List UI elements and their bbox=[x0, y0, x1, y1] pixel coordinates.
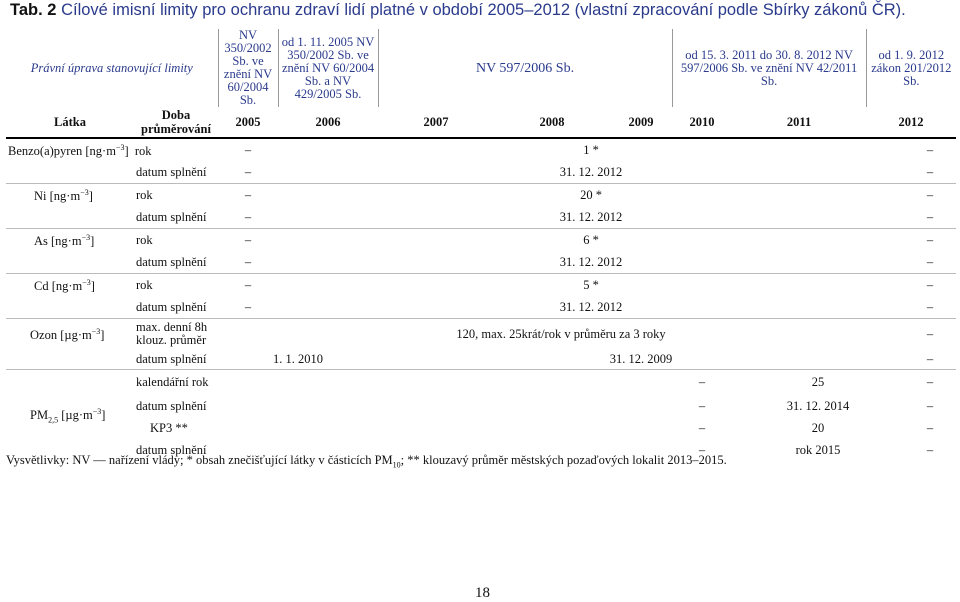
period-calendar-year: kalendářní rok bbox=[134, 370, 218, 396]
deadline-value: 31. 12. 2014 bbox=[786, 399, 850, 413]
deadline-value: 31. 12. 2012 bbox=[559, 254, 623, 269]
year-2006: 2006 bbox=[278, 107, 378, 138]
table-row: datum splnění – 31. 12. 2014 – bbox=[6, 396, 956, 418]
year-2011: 2011 bbox=[732, 107, 866, 138]
limit-value: 20 bbox=[811, 421, 825, 435]
period-kp3: KP3 ** bbox=[150, 421, 188, 435]
year-2010: 2010 bbox=[672, 107, 732, 138]
substance-ozon: Ozon $[\mu g\cdot m^{-3}]$ bbox=[6, 319, 134, 350]
period-deadline: datum splnění bbox=[136, 399, 207, 413]
table-row: datum splnění – 31. 12. 2012 – bbox=[6, 251, 956, 274]
deadline-value-b: 31. 12. 2009 bbox=[609, 351, 673, 366]
header-col-nv350: NV 350/2002 Sb. ve znění NV 60/2004 Sb. bbox=[218, 29, 278, 107]
period-deadline: datum splnění bbox=[136, 351, 207, 366]
header-substance: Látka bbox=[6, 107, 134, 138]
limit-value: 120, max. 25krát/rok v průměru za 3 roky bbox=[218, 319, 904, 350]
table-row: $PM_{2,5}$ $[\mu g\cdot m^{-3}]$ kalendářní rok – 25 – bbox=[6, 370, 956, 396]
table-row: datum splnění 1. 1. 2010 31. 12. 2009 – bbox=[6, 349, 956, 370]
limit-value: 25 bbox=[732, 370, 904, 396]
period-deadline: datum splnění bbox=[136, 209, 207, 224]
limit-value: 1 * bbox=[278, 138, 904, 161]
substance-cd: Cd $[ng\cdot m^{-3}]$ bbox=[6, 274, 134, 297]
table-row: datum splnění – 31. 12. 2012 – bbox=[6, 206, 956, 229]
period-deadline: datum splnění bbox=[136, 443, 207, 457]
year-2007: 2007 bbox=[378, 107, 494, 138]
substance-as: As $[ng\cdot m^{-3}]$ bbox=[6, 229, 134, 252]
substance-ni: Ni $[ng\cdot m^{-3}]$ bbox=[6, 184, 134, 207]
period-deadline: datum splnění bbox=[136, 299, 207, 314]
period-year: rok bbox=[134, 229, 218, 252]
table-title: Cílové imisní limity pro ochranu zdraví lidí platné v období 2005–2012 (vlastní zpracování podle Sbírky zákonů ČR). bbox=[61, 1, 906, 19]
limit-value: 5 * bbox=[278, 274, 904, 297]
header-row-years bbox=[6, 107, 956, 138]
page-number: 18 bbox=[475, 585, 490, 601]
deadline-value-a: 1. 1. 2010 bbox=[273, 351, 324, 366]
limit-value: 6 * bbox=[278, 229, 904, 252]
table-label: Tab. 2 bbox=[10, 1, 57, 19]
period-deadline: datum splnění bbox=[136, 164, 207, 179]
header-col-nv350-429: od 1. 11. 2005 NV 350/2002 Sb. ve znění NV 60/2004 Sb. a NV 429/2005 Sb. bbox=[278, 29, 378, 107]
header-col-nv597: NV 597/2006 Sb. bbox=[378, 29, 672, 107]
header-row-legal bbox=[6, 29, 956, 107]
header-col-zakon201: od 1. 9. 2012 zákon 201/2012 Sb. bbox=[871, 47, 952, 88]
table-footnote: Vysvětlivky: NV — nařízení vlády; * obsah znečišťující látky v částicích $PM_{10}$; ** klouzavý průměr městských pozaďových lokalit 2013–2015. bbox=[6, 453, 727, 470]
table-row: datum splnění – 31. 12. 2012 – bbox=[6, 296, 956, 319]
header-averaging: Doba průměrování bbox=[134, 107, 218, 138]
period-deadline: datum splnění bbox=[136, 254, 207, 269]
header-col-nv42: od 15. 3. 2011 do 30. 8. 2012 NV 597/2006 Sb. ve znění NV 42/2011 Sb. bbox=[672, 29, 866, 107]
period-year: rok bbox=[134, 274, 218, 297]
limit-value: 20 * bbox=[278, 184, 904, 207]
substance-pm25: $PM_{2,5}$ $[\mu g\cdot m^{-3}]$ bbox=[6, 370, 134, 462]
table-row: datum splnění – rok 2015 – bbox=[6, 440, 956, 462]
header-legal-basis: Právní úprava stanovující limity bbox=[30, 60, 193, 75]
deadline-value: 31. 12. 2012 bbox=[559, 164, 623, 179]
period-8h: max. denní 8h klouz. průměr bbox=[134, 319, 218, 350]
table-row: datum splnění – 31. 12. 2012 – bbox=[6, 161, 956, 184]
year-2005: 2005 bbox=[218, 107, 278, 138]
table-row: As $[ng\cdot m^{-3}]$ rok – 6 * – bbox=[6, 229, 956, 252]
table-row: Ozon $[\mu g\cdot m^{-3}]$ max. denní 8h klouz. průměr 120, max. 25krát/rok v průměru za 3 roky – bbox=[6, 319, 956, 350]
emission-limits-table bbox=[6, 29, 956, 462]
table-row: KP3 ** – 20 – bbox=[6, 418, 956, 440]
year-2012: 2012 bbox=[866, 107, 956, 138]
deadline-value: 31. 12. 2012 bbox=[559, 209, 623, 224]
table-caption bbox=[10, 1, 906, 20]
year-2009: 2009 bbox=[610, 107, 672, 138]
period-year: rok bbox=[134, 144, 152, 159]
table-row: Cd $[ng\cdot m^{-3}]$ rok – 5 * – bbox=[6, 274, 956, 297]
deadline-value: rok 2015 bbox=[795, 443, 841, 457]
deadline-value: 31. 12. 2012 bbox=[559, 299, 623, 314]
period-year: rok bbox=[134, 184, 218, 207]
table-row: Benzo(a)pyren $[ng\cdot m^{-3}]$ rok – 1 * – bbox=[6, 138, 956, 161]
year-2008: 2008 bbox=[494, 107, 610, 138]
substance-bap: Benzo(a)pyren $[ng\cdot m^{-3}]$ rok bbox=[6, 138, 218, 161]
table-row: Ni $[ng\cdot m^{-3}]$ rok – 20 * – bbox=[6, 184, 956, 207]
